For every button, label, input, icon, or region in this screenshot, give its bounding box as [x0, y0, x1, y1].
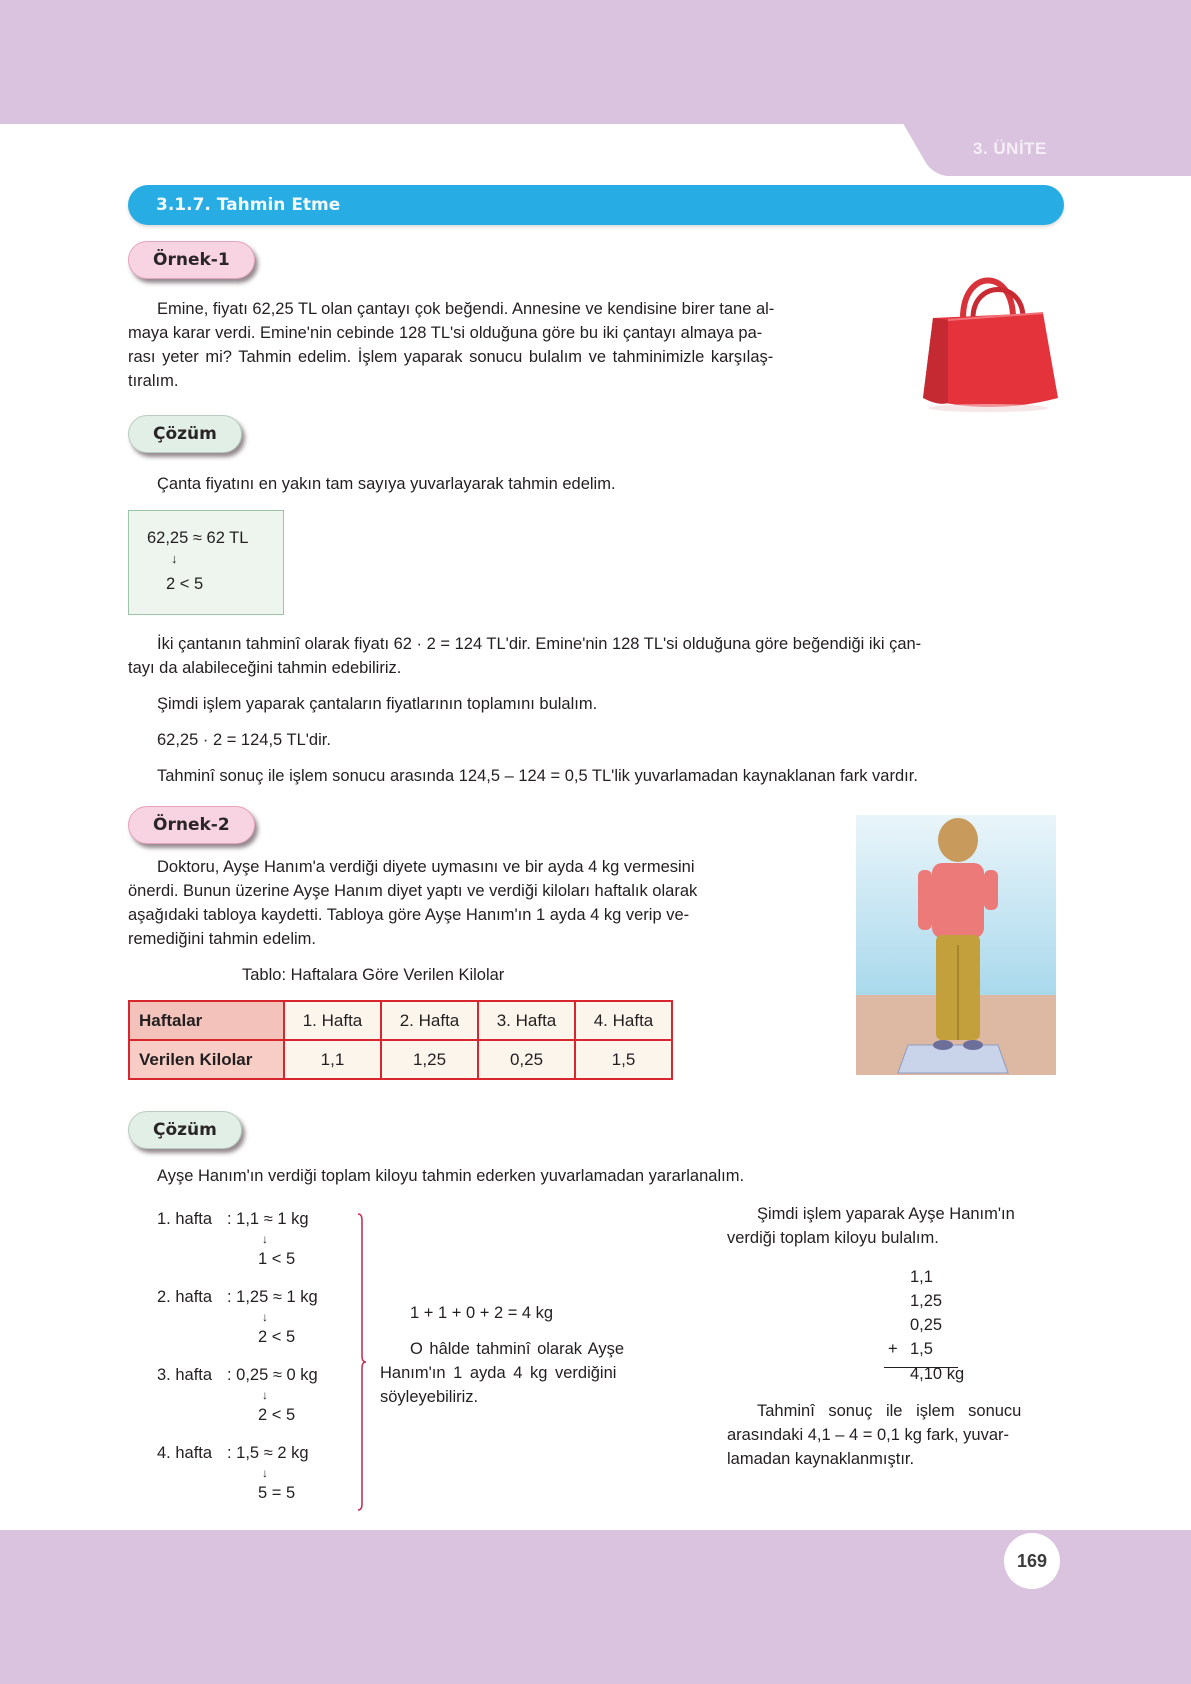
- week-3-label: 3. hafta: [157, 1366, 213, 1384]
- plus-sign: +: [888, 1340, 898, 1358]
- calc-intro-2: verdiği toplam kiloyu bulalım.: [727, 1229, 939, 1247]
- arrow-down-icon: ↓: [262, 1388, 268, 1402]
- table-row: [129, 1040, 672, 1079]
- rounding-box: [128, 510, 284, 615]
- addend-2: 1,25: [910, 1292, 943, 1310]
- value-week-3: 0,25: [478, 1040, 575, 1079]
- week-2-expression: : 1,25 ≈ 1 kg: [227, 1288, 318, 1306]
- section-title-bar: [128, 185, 1064, 225]
- rounding-check: 2 < 5: [166, 575, 204, 593]
- solution-1-intro: Çanta fiyatını en yakın tam sayıya yuvarlayarak tahmin edelim.: [157, 475, 616, 493]
- example-1-line-4: tıralım.: [128, 372, 179, 390]
- red-handbag-image: [918, 258, 1063, 413]
- conclusion-2: arasındaki 4,1 – 4 = 0,1 kg fark, yuvar-: [727, 1426, 1010, 1444]
- week-1-label: 1. hafta: [157, 1210, 213, 1228]
- top-band: [0, 0, 1191, 124]
- week-1-expression: : 1,1 ≈ 1 kg: [227, 1210, 309, 1228]
- addend-4: 1,5: [910, 1340, 933, 1358]
- example-2-line-4: remediğini tahmin edelim.: [128, 930, 317, 948]
- week-4-check: 5 = 5: [258, 1484, 296, 1502]
- value-week-4: 1,5: [575, 1040, 672, 1079]
- conclusion-1: Tahminî sonuç ile işlem sonucu: [757, 1402, 1022, 1420]
- example-1-line-3: rası yeter mi? Tahmin edelim. İşlem yaparak sonucu bulalım ve tahminimizle karşılaş-: [128, 348, 774, 366]
- arrow-down-icon: ↓: [262, 1232, 268, 1246]
- addend-1: 1,1: [910, 1268, 933, 1286]
- column-week-2: 2. Hafta: [381, 1001, 478, 1040]
- example-1-badge: Örnek-1: [128, 241, 255, 279]
- column-week-1: 1. Hafta: [284, 1001, 381, 1040]
- arrow-down-icon: ↓: [262, 1310, 268, 1324]
- solution-1-para-3: 62,25 · 2 = 124,5 TL'dir.: [157, 731, 331, 749]
- estimate-text-2: Hanım'ın 1 ayda 4 kg verdiğini: [380, 1364, 617, 1382]
- estimate-text-3: söyleyebiliriz.: [380, 1388, 479, 1406]
- sum-total: 4,10 kg: [910, 1365, 965, 1383]
- solution-1-para-2: Şimdi işlem yaparak çantaların fiyatlarının toplamını bulalım.: [157, 695, 598, 713]
- row-header-weeks: Haftalar: [129, 1001, 284, 1040]
- table-caption: Tablo: Haftalara Göre Verilen Kilolar: [242, 966, 505, 984]
- weights-table: [128, 1000, 673, 1080]
- example-2-badge: Örnek-2: [128, 806, 255, 844]
- rounding-expression: 62,25 ≈ 62 TL: [147, 529, 249, 547]
- solution-1-badge: Çözüm: [128, 415, 242, 453]
- example-2-line-2: önerdi. Bunun üzerine Ayşe Hanım diyet yaptı ve verdiği kiloları haftalık olarak: [128, 882, 698, 900]
- example-1-line-1: Emine, fiyatı 62,25 TL olan çantayı çok beğendi. Annesine ve kendisine birer tane al-: [157, 300, 775, 318]
- table-row: [129, 1001, 672, 1040]
- calc-intro-1: Şimdi işlem yaparak Ayşe Hanım'ın: [757, 1205, 1015, 1223]
- conclusion-3: lamadan kaynaklanmıştır.: [727, 1450, 915, 1468]
- addend-3: 0,25: [910, 1316, 943, 1334]
- week-3-check: 2 < 5: [258, 1406, 296, 1424]
- unit-label: 3. ÜNİTE: [973, 139, 1047, 158]
- solution-1-para-1a: İki çantanın tahminî olarak fiyatı 62 · 2 = 124 TL'dir. Emine'nin 128 TL'si olduğuna göre beğendiği iki çan-: [157, 635, 922, 653]
- example-1-line-2: maya karar verdi. Emine'nin cebinde 128 TL'si olduğuna göre bu iki çantayı almaya pa-: [128, 324, 763, 342]
- estimate-sum: 1 + 1 + 0 + 2 = 4 kg: [410, 1304, 554, 1322]
- example-2-line-1: Doktoru, Ayşe Hanım'a verdiği diyete uymasını ve bir ayda 4 kg vermesini: [157, 858, 695, 876]
- example-2-line-3: aşağıdaki tabloya kaydetti. Tabloya göre Ayşe Hanım'ın 1 ayda 4 kg verip ve-: [128, 906, 690, 924]
- page-number: 169: [1004, 1533, 1060, 1589]
- estimate-text-1: O hâlde tahminî olarak Ayşe: [410, 1340, 625, 1358]
- week-3-expression: : 0,25 ≈ 0 kg: [227, 1366, 318, 1384]
- week-4-label: 4. hafta: [157, 1444, 213, 1462]
- value-week-2: 1,25: [381, 1040, 478, 1079]
- solution-2-intro: Ayşe Hanım'ın verdiği toplam kiloyu tahmin ederken yuvarlamadan yararlanalım.: [157, 1167, 745, 1185]
- value-week-1: 1,1: [284, 1040, 381, 1079]
- week-1-check: 1 < 5: [258, 1250, 296, 1268]
- woman-on-scale-image: [848, 805, 1063, 1090]
- section-title: 3.1.7. Tahmin Etme: [156, 195, 341, 215]
- arrow-down-icon: ↓: [262, 1466, 268, 1480]
- row-header-kilos: Verilen Kilolar: [129, 1040, 284, 1079]
- solution-1-para-4: Tahminî sonuç ile işlem sonucu arasında 124,5 – 124 = 0,5 TL'lik yuvarlamadan kaynaklanan fark vardır.: [157, 767, 918, 785]
- solution-1-para-1b: tayı da alabileceğini tahmin edebiliriz.: [128, 659, 402, 677]
- curly-brace-icon: [357, 1212, 367, 1512]
- week-2-check: 2 < 5: [258, 1328, 296, 1346]
- column-week-3: 3. Hafta: [478, 1001, 575, 1040]
- column-week-4: 4. Hafta: [575, 1001, 672, 1040]
- week-4-expression: : 1,5 ≈ 2 kg: [227, 1444, 309, 1462]
- solution-2-badge: Çözüm: [128, 1111, 242, 1149]
- arrow-down-icon: ↓: [171, 551, 178, 566]
- week-2-label: 2. hafta: [157, 1288, 213, 1306]
